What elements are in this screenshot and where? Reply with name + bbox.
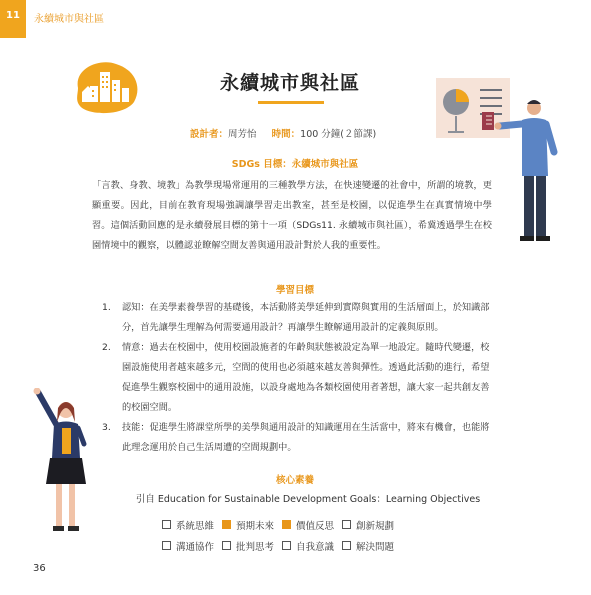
meta-line [190,126,410,140]
competency-label: 解決問題 [356,541,395,553]
checkbox-icon [342,520,351,529]
objective-number: 1. [102,302,111,313]
competency-label: 溝通協作 [176,541,215,553]
page-number: 36 [33,563,46,574]
competency-label: 批判思考 [236,541,275,553]
competency-label: 創新規劃 [356,520,395,532]
competency-item [342,539,394,553]
objective-number: 2. [102,342,111,353]
checkbox-icon [222,541,231,550]
designer-name: 周芳怡 [228,129,257,140]
competency-label: 預期未來 [236,520,275,532]
student-illustration-icon [28,388,103,540]
objective-item [102,298,494,338]
competency-item [222,539,274,553]
competency-item [282,518,334,532]
checkbox-icon [162,520,171,529]
objective-text: 情意：過去在校園中，使用校園設施者的年齡與狀態被設定為單一地設定。隨時代變遷，校園設施使用者越來越多元，空間的使用也必須越來越友善與彈性。透過此活動的進行，希望促進學生觀察校園中的通用設施，以設身處地為各類校園使用者著想，讓大家一起共創友善的校園空間。 [122,342,490,413]
competencies-row [162,535,482,556]
competencies-row [162,514,482,535]
objective-text: 技能：促進學生將課堂所學的美學與通用設計的知識運用在生活當中，將來有機會，也能將此理念運用於自己生活周遭的空間規劃中。 [122,422,490,453]
chapter-title: 永續城市與社區 [34,14,104,25]
page-title: 永續城市與社區 [219,72,360,94]
checkbox-checked-icon [282,520,291,529]
competency-item [342,518,394,532]
chapter-number-badge: 11 [0,0,26,38]
title-underline [258,101,324,104]
objectives-heading: 學習目標 [275,285,314,296]
competency-item [162,539,214,553]
objective-item [102,338,494,418]
checkbox-checked-icon [222,520,231,529]
competency-label: 系統思維 [176,520,215,532]
checkbox-icon [162,541,171,550]
time-value: 100 分鐘(２節課) [300,129,377,140]
competency-label: 價值反思 [296,520,335,532]
sdg-paragraph: 「言教、身教、境教」為教學現場常運用的三種教學方法，在快速變遷的社會中，所謂的境教，更顯重要。因此，目前在教育現場強調讓學習走出教室，甚至是校園，以促進學生在真實情境中學習。這個活動回應的是永續發展目標的第十一項（SDGs11. 永續城市與社區），希冀透過學生在校園情境中的觀察，以體認並瞭解空間友善與通用設計對於人我的重要性。 [92,180,492,251]
competency-label: 自我意識 [296,541,335,553]
objective-text: 認知：在美學素養學習的基礎後，本活動將美學延伸到實際與實用的生活層面上，於知識部分，首先讓學生理解為何需要通用設計？再讓學生瞭解通用設計的定義與原則。 [122,302,490,333]
competencies-heading: 核心素養 [275,475,314,486]
competency-item [222,518,274,532]
sdg-heading: SDGs 目標：永續城市與社區 [231,159,359,170]
city-logo-icon [70,58,142,116]
competency-item [162,518,214,532]
time-label: 時間： [271,129,301,140]
competencies-source: 引自 Education for Sustainable Development Goals：Learning Objectives [135,494,481,505]
objectives-list [102,298,494,458]
checkbox-icon [342,541,351,550]
competencies-grid [162,514,482,556]
competency-item [282,539,334,553]
objective-item [102,418,494,458]
designer-label: 設計者： [190,129,229,140]
checkbox-icon [282,541,291,550]
objective-number: 3. [102,422,111,433]
